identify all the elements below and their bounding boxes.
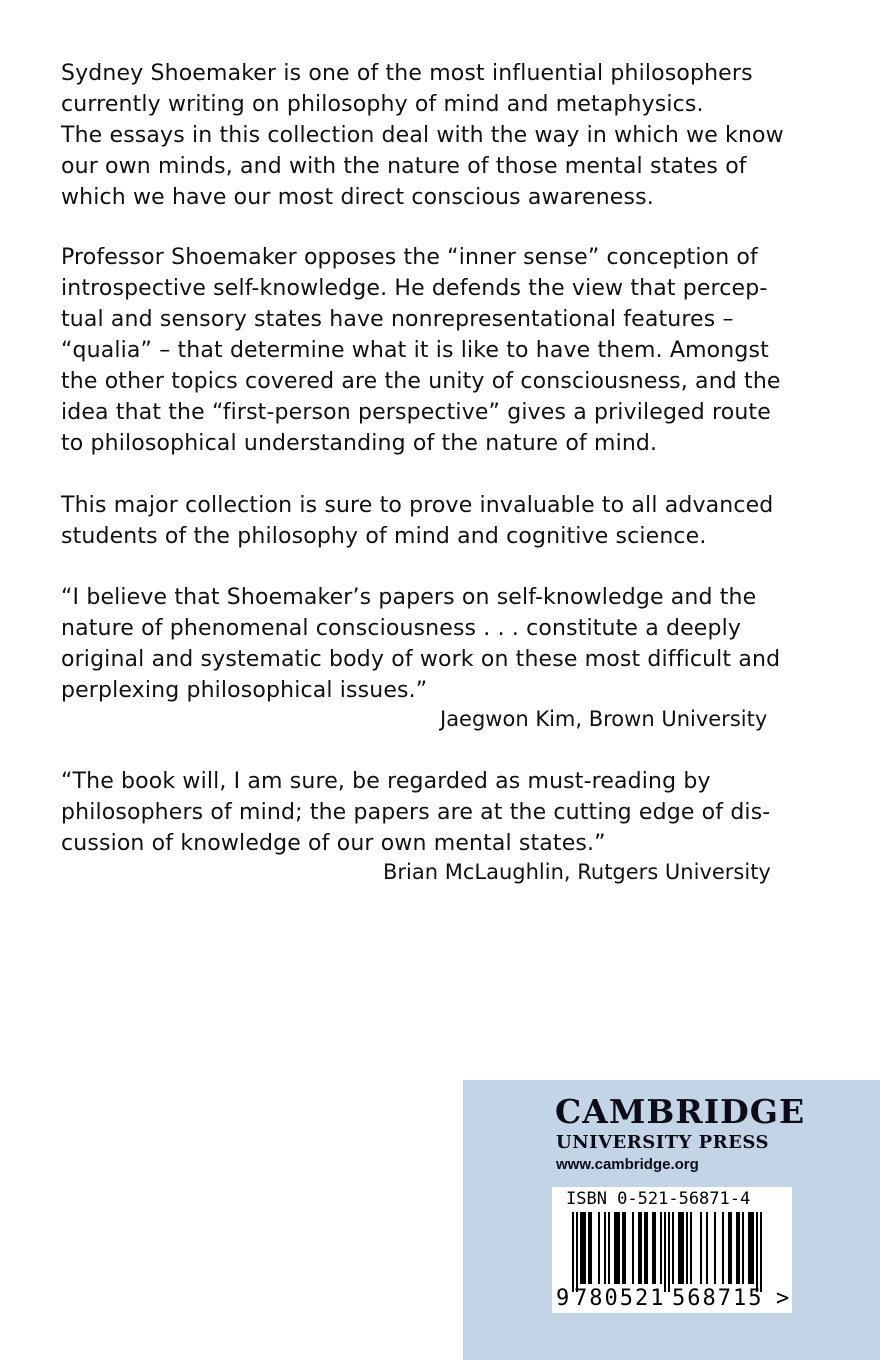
description-paragraph-1: Sydney Shoemaker is one of the most influential philosophers currently writing on philosophy of mind and metaphysics. The essays in this collection deal with the way in which we know our own minds, and with the nature of those mental states of which we have our most direct conscious awareness.: [61, 61, 784, 210]
barcode-bar: [572, 1212, 574, 1292]
publisher-panel: [463, 1080, 880, 1360]
barcode-bar: [664, 1212, 666, 1292]
barcode-bar: [582, 1212, 584, 1284]
ean-right-digits: 568715: [672, 1286, 764, 1311]
barcode-bar: [738, 1212, 740, 1284]
barcode-bar: [622, 1212, 624, 1284]
barcode-bar: [644, 1212, 646, 1284]
barcode-bar: [590, 1212, 592, 1284]
barcode-bar: [680, 1212, 682, 1284]
barcode-bar: [700, 1212, 702, 1284]
barcode-bar: [730, 1212, 732, 1284]
publisher-url[interactable]: www.cambridge.org: [556, 1156, 699, 1173]
barcode-bar: [668, 1212, 670, 1292]
barcode-bar: [576, 1212, 578, 1292]
review-1-quote: “I believe that Shoemaker’s papers on self-knowledge and the nature of phenomenal consciousness . . . constitute a deeply original and systematic body of work on these most difficult and perplexing philosophical issues.”: [61, 585, 781, 703]
barcode-bar: [686, 1212, 688, 1284]
barcode-bar: [652, 1212, 654, 1284]
publisher-name: CAMBRIDGE: [555, 1092, 806, 1131]
barcode-bar: [616, 1212, 618, 1284]
barcode-bar: [728, 1212, 730, 1284]
barcode-bar: [588, 1212, 590, 1284]
book-description: [61, 58, 821, 213]
isbn-label: ISBN 0-521-56871-4: [566, 1189, 751, 1209]
book-description-3: [61, 490, 821, 552]
barcode-bar: [714, 1212, 716, 1284]
barcode-bar: [624, 1212, 626, 1284]
description-paragraph-2: Professor Shoemaker opposes the “inner sense” conception of introspective self-knowledge. He defends the view that percep- tual and sensory states have nonrepresentational features – “qualia” – that determine what it is like to have them. Amongst the other topics covered are the unity of consciousness, and the idea that the “first-person perspective” gives a privileged route to philosophical understanding of the nature of mind.: [61, 245, 781, 456]
review-2-quote: “The book will, I am sure, be regarded as must-reading by philosophers of mind; the papers are at the cutting edge of dis- cussion of knowledge of our own mental states.”: [61, 769, 771, 856]
barcode-bar: [614, 1212, 616, 1284]
barcode-bar: [706, 1212, 708, 1284]
ean-digits: [552, 1286, 792, 1310]
barcode-bar: [598, 1212, 600, 1284]
ean-first-digit: 9: [556, 1286, 570, 1311]
barcode-bar: [750, 1212, 752, 1284]
barcode-bar: [722, 1212, 724, 1284]
barcode-bar: [760, 1212, 762, 1292]
review-2: [61, 766, 821, 859]
book-description-2: [61, 242, 821, 459]
barcode-bar: [682, 1212, 684, 1284]
barcode-bar: [654, 1212, 656, 1284]
barcode-bar: [756, 1212, 758, 1292]
barcode-bar: [638, 1212, 640, 1284]
description-paragraph-3: This major collection is sure to prove invaluable to all advanced students of the philosophy of mind and cognitive science.: [61, 493, 774, 549]
barcode-box: [552, 1187, 792, 1313]
barcode-bar: [660, 1212, 662, 1284]
barcode-bar: [632, 1212, 634, 1284]
barcode-bar: [618, 1212, 620, 1284]
barcode-bar: [672, 1212, 674, 1284]
barcode-bar: [690, 1212, 692, 1284]
barcode-bar: [736, 1212, 738, 1284]
barcode-bar: [608, 1212, 610, 1284]
barcode-bar: [604, 1212, 606, 1284]
ean-arrow: >: [776, 1286, 790, 1311]
ean-left-digits: 780521: [574, 1286, 666, 1311]
review-1-attribution: Jaegwon Kim, Brown University: [440, 707, 768, 731]
barcode-bar: [646, 1212, 648, 1284]
review-2-attribution: Brian McLaughlin, Rutgers University: [383, 860, 771, 884]
barcode-bar: [752, 1212, 754, 1284]
barcode-bar: [742, 1212, 744, 1284]
barcode-icon: [552, 1212, 792, 1292]
barcode-bar: [580, 1212, 582, 1284]
review-1: [61, 582, 821, 706]
barcode-bar: [640, 1212, 642, 1284]
barcode-bar: [748, 1212, 750, 1284]
publisher-subtitle: UNIVERSITY PRESS: [556, 1132, 769, 1153]
barcode-bar: [584, 1212, 586, 1284]
barcode-bar: [678, 1212, 680, 1284]
